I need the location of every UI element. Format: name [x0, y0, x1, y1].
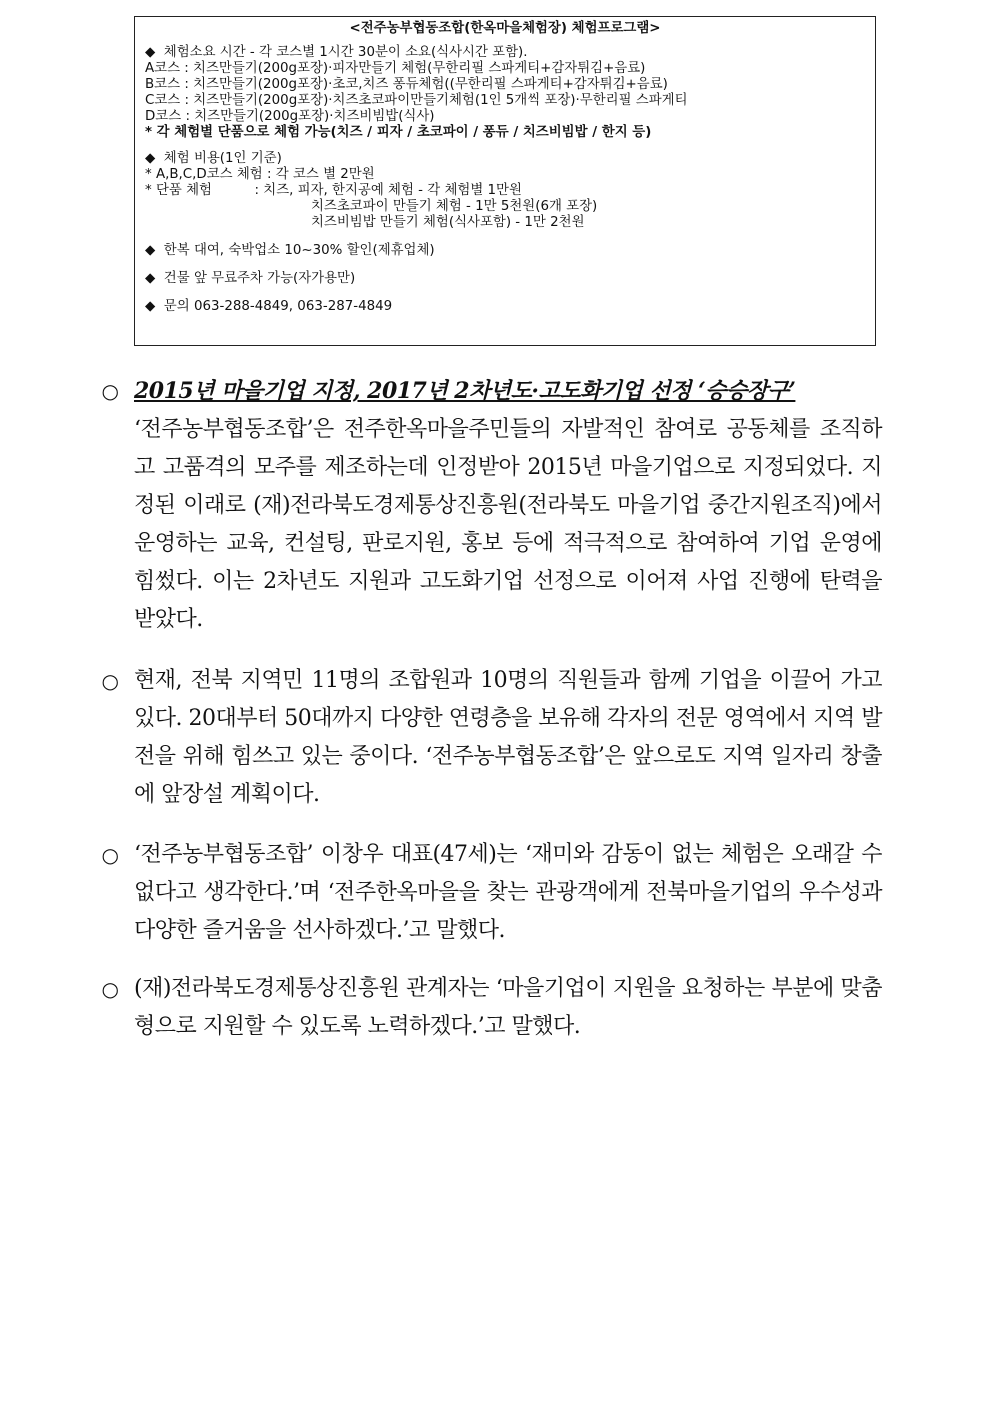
section-1-headline: 2015년 마을기업 지정, 2017년 2차년도·고도화기업 선정 ‘승승장구’ [134, 378, 796, 404]
section-3-body: ‘전주농부협동조합’ 이창우 대표(47세)는 ‘재미와 감동이 없는 체험은 오래갈 수 없다고 생각한다.’며 ‘전주한옥마을을 찾는 관광객에게 전북마을기업의 우수성과 다양한 즐거움을 선사하겠다.’고 말했다. [134, 842, 882, 943]
bullet-icon: ○ [101, 977, 119, 1001]
course-a-line: A코스 : 치즈만들기(200g포장)·피자만들기 체험(무한리필 스파게티+감자튀김+음료) [145, 61, 646, 76]
cost-heading: ◆ 체험 비용(1인 기준) [145, 151, 282, 166]
course-d-line: D코스 : 치즈만들기(200g포장)·치즈비빔밥(식사) [145, 109, 435, 124]
single-cost-line: * 단품 체험 : 치즈, 피자, 한지공예 체험 - 각 체험별 1만원 [145, 183, 522, 198]
bullet-icon: ○ [101, 843, 119, 867]
bullet-icon: ○ [101, 669, 119, 693]
section-1-body: ‘전주농부협동조합’은 전주한옥마을주민들의 자발적인 참여로 공동체를 조직하고 고품격의 모주를 제조하는데 인정받아 2015년 마을기업으로 지정되었다. 지정된 이래로 (재)전라북도경제통상진흥원(전라북도 마을기업 중간지원조직)에서 운영하는 교육, 컨설팅, 판로지원, 홍보 등에 적극적으로 참여하여 기업 운영에 힘썼다. 이는 2차년도 지원과 고도화기업 선정으로 이어져 사업 진행에 탄력을 받았다. [134, 417, 882, 632]
parking-line: ◆ 건물 앞 무료주차 가능(자가용만) [145, 271, 356, 286]
chocopie-cost-line: 치즈초코파이 만들기 체험 - 1만 5천원(6개 포장) [311, 199, 598, 214]
section-4 [98, 970, 882, 1046]
section-3 [98, 836, 882, 950]
discount-line: ◆ 한복 대여, 숙박업소 10~30% 할인(제휴업체) [145, 243, 435, 258]
course-cost-line: * A,B,C,D코스 체험 : 각 코스 별 2만원 [145, 167, 375, 182]
bullet-icon: ○ [101, 379, 119, 403]
course-b-line: B코스 : 치즈만들기(200g포장)·초코,치즈 퐁듀체험((무한리필 스파게티+감자튀김+음료) [145, 77, 668, 92]
section-1 [98, 372, 882, 639]
single-item-note: * 각 체험별 단품으로 체험 가능(치즈 / 피자 / 초코파이 / 퐁듀 / 치즈비빔밥 / 한지 등) [145, 125, 652, 140]
program-title: <전주농부협동조합(한옥마을체험장) 체험프로그램> [349, 21, 661, 36]
bibimbap-cost-line: 치즈비빔밥 만들기 체험(식사포함) - 1만 2천원 [311, 215, 585, 230]
section-4-body: (재)전라북도경제통상진흥원 관계자는 ‘마을기업이 지원을 요청하는 부분에 맞춤형으로 지원할 수 있도록 노력하겠다.’고 말했다. [134, 976, 882, 1039]
section-2 [98, 662, 882, 814]
course-c-line: C코스 : 치즈만들기(200g포장)·치즈초코파이만들기체험(1인 5개씩 포장)·무한리필 스파게티 [145, 93, 688, 108]
section-2-body: 현재, 전북 지역민 11명의 조합원과 10명의 직원들과 함께 기업을 이끌어 가고 있다. 20대부터 50대까지 다양한 연령층을 보유해 각자의 전문 영역에서 지역 발전을 위해 힘쓰고 있는 중이다. ‘전주농부협동조합’은 앞으로도 지역 일자리 창출에 앞장설 계획이다. [134, 668, 882, 807]
program-info-box [134, 16, 876, 346]
duration-line: ◆ 체험소요 시간 - 각 코스별 1시간 30분이 소요(식사시간 포함). [145, 45, 528, 60]
contact-line: ◆ 문의 063-288-4849, 063-287-4849 [145, 299, 393, 314]
